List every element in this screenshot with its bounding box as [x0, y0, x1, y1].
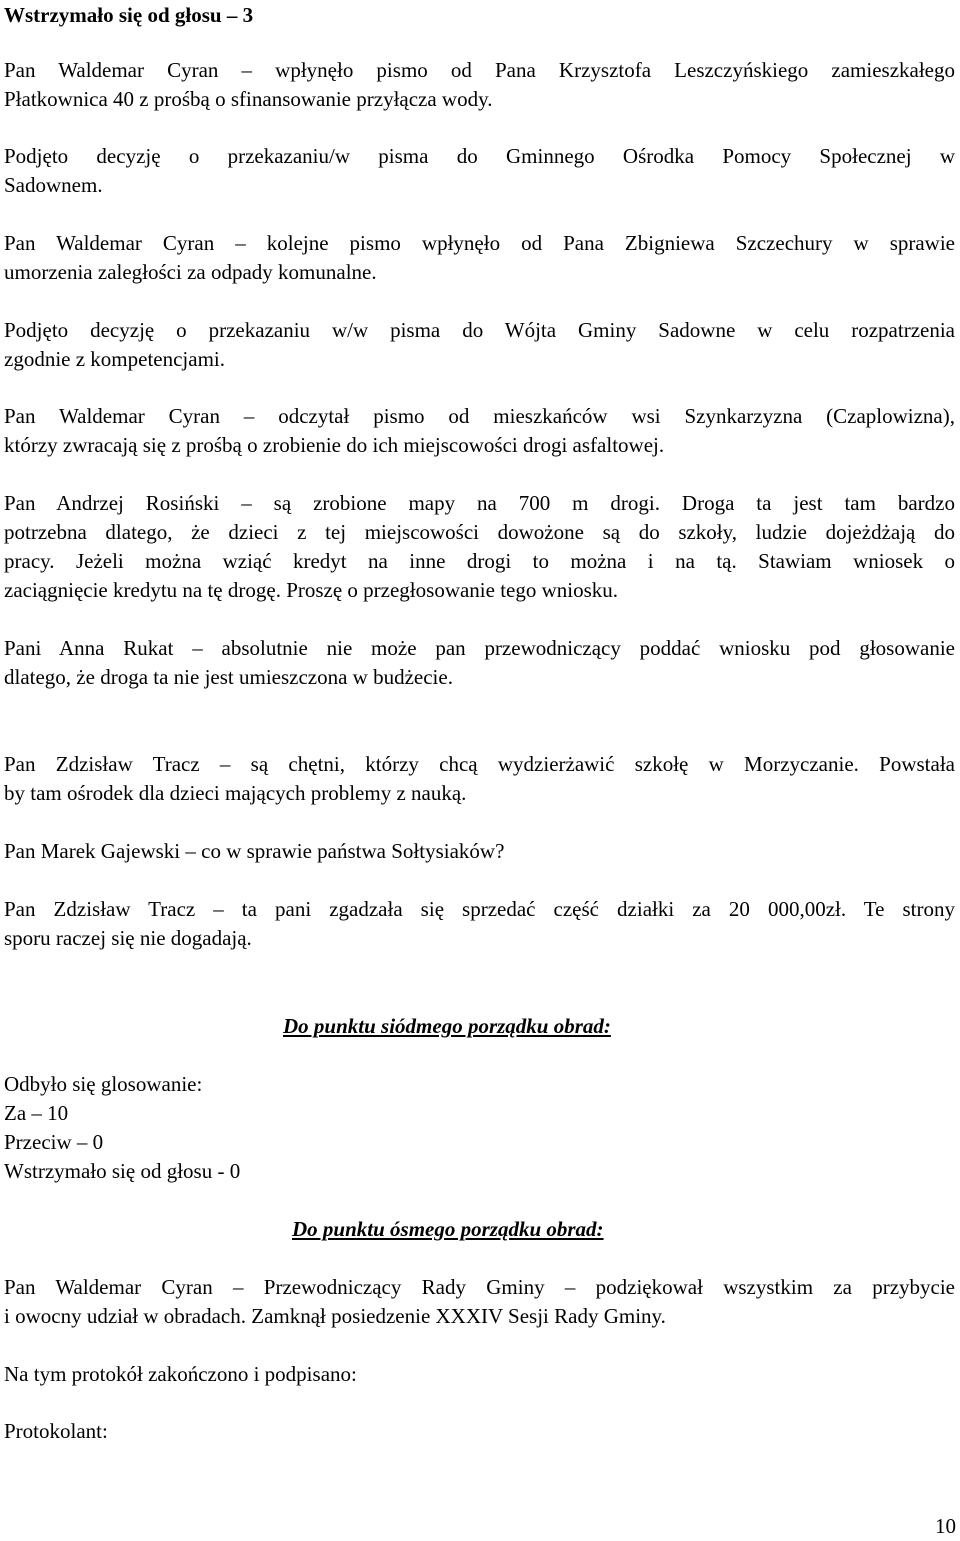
- paragraph-line: Podjęto decyzję o przekazaniu w/w pisma do Wójta Gminy Sadowne w celu rozpatrzenia: [4, 318, 955, 342]
- vote-against: Przeciw – 0: [4, 1130, 104, 1154]
- paragraph-line: Pani Anna Rukat – absolutnie nie może pan przewodniczący poddać wniosku pod głosowanie: [4, 636, 955, 660]
- paragraph-line: potrzebna dlatego, że dzieci z tej miejscowości dowożone są do szkoły, ludzie dojeżdżają do: [4, 520, 955, 544]
- vote-abstain: Wstrzymało się od głosu - 0: [4, 1159, 241, 1183]
- section-eight-heading: Do punktu ósmego porządku obrad:: [292, 1217, 604, 1241]
- paragraph-line: Pan Waldemar Cyran – kolejne pismo wpłynęło od Pana Zbigniewa Szczechury w sprawie: [4, 231, 955, 255]
- paragraph-tracz-plot: [4, 895, 955, 953]
- recorder-label: Protokolant:: [4, 1419, 108, 1443]
- paragraph-rukat-objection: [4, 634, 955, 692]
- paragraph-line: Pan Andrzej Rosiński – są zrobione mapy na 700 m drogi. Droga ta jest tam bardzo: [4, 491, 955, 515]
- vote-for: Za – 10: [4, 1101, 69, 1125]
- paragraph-line: umorzenia zaległości za odpady komunalne.: [4, 260, 377, 284]
- paragraph-line: pracy. Jeżeli można wziąć kredyt na inne drogi to można i na tą. Stawiam wniosek o: [4, 549, 955, 573]
- paragraph-closing: [4, 1273, 955, 1331]
- paragraph-tracz-school: [4, 750, 955, 808]
- paragraph-line: Sadownem.: [4, 173, 103, 197]
- paragraph-line: którzy zwracają się z prośbą o zrobienie do ich miejscowości drogi asfaltowej.: [4, 433, 665, 457]
- paragraph-decision-wojt: [4, 316, 955, 374]
- paragraph-rosinski-motion: [4, 489, 955, 605]
- paragraph-line: sporu raczej się nie dogadają.: [4, 926, 252, 950]
- vote-results: [4, 1070, 955, 1186]
- paragraph-line: Pan Zdzisław Tracz – ta pani zgadzała się sprzedać część działki za 20 000,00zł. Te strony: [4, 897, 955, 921]
- paragraph-line: Podjęto decyzję o przekazaniu/w pisma do Gminnego Ośrodka Pomocy Społecznej w: [4, 144, 955, 168]
- page-number: 10: [935, 1514, 956, 1538]
- paragraph-gajewski-question: [4, 837, 955, 866]
- signature-note-text: Na tym protokół zakończono i podpisano:: [4, 1362, 357, 1386]
- paragraph-line: by tam ośrodek dla dzieci mających problemy z nauką.: [4, 781, 467, 805]
- vote-intro: Odbyło się glosowanie:: [4, 1072, 203, 1096]
- paragraph-line: Pan Marek Gajewski – co w sprawie państwa Sołtysiaków?: [4, 839, 505, 863]
- paragraph-decision-gops: [4, 142, 955, 200]
- paragraph-line: Pan Waldemar Cyran – Przewodniczący Rady Gminy – podziękował wszystkim za przybycie: [4, 1275, 955, 1299]
- heading-abstain-count: Wstrzymało się od głosu – 3: [4, 3, 254, 27]
- recorder: [4, 1417, 955, 1446]
- paragraph-line: Pan Zdzisław Tracz – są chętni, którzy chcą wydzierżawić szkołę w Morzyczanie. Powstała: [4, 752, 955, 776]
- signature-note: [4, 1360, 955, 1389]
- paragraph-letter-residents: [4, 402, 955, 460]
- paragraph-line: Płatkownica 40 z prośbą o sfinansowanie przyłącza wody.: [4, 87, 493, 111]
- paragraph-line: Pan Waldemar Cyran – odczytał pismo od mieszkańców wsi Szynkarzyzna (Czaplowizna),: [4, 404, 955, 428]
- section-seven-heading: Do punktu siódmego porządku obrad:: [283, 1014, 611, 1038]
- paragraph-letter-leszczynski: [4, 56, 955, 114]
- paragraph-line: dlatego, że droga ta nie jest umieszczona w budżecie.: [4, 665, 453, 689]
- paragraph-line: i owocny udział w obradach. Zamknął posiedzenie XXXIV Sesji Rady Gminy.: [4, 1304, 666, 1328]
- paragraph-letter-szczechura: [4, 229, 955, 287]
- paragraph-line: Pan Waldemar Cyran – wpłynęło pismo od Pana Krzysztofa Leszczyńskiego zamieszkałego: [4, 58, 955, 82]
- paragraph-line: zgodnie z kompetencjami.: [4, 347, 226, 371]
- paragraph-line: zaciągnięcie kredytu na tę drogę. Proszę o przegłosowanie tego wniosku.: [4, 578, 619, 602]
